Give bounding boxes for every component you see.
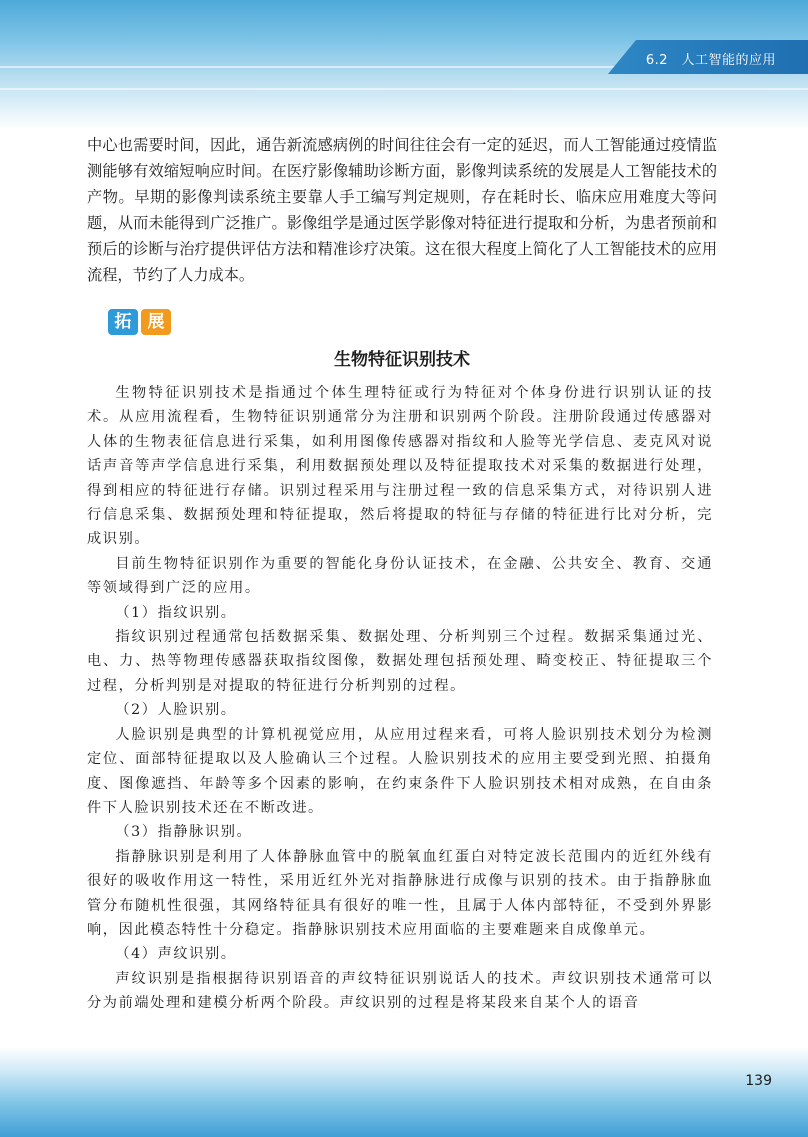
- paragraph: 指纹识别过程通常包括数据采集、数据处理、分析判别三个过程。数据采集通过光、电、力、热等物理传感器获取指纹图像，数据处理包括预处理、畸变校正、特征提取三个过程，分析判别是对提取的特征进行分析判别的过程。: [87, 629, 713, 694]
- page-number: 139: [745, 1073, 772, 1089]
- paragraph: 生物特征识别技术是指通过个体生理特征或行为特征对个体身份进行识别认证的技术。从应用流程看，生物特征识别通常分为注册和识别两个阶段。注册阶段通过传感器对人体的生物表征信息进行采集，如利用图像传感器对指纹和人脸等光学信息、麦克风对说话声音等声学信息进行采集，利用数据预处理以及特征提取技术对采集的数据进行处理，得到相应的特征进行存储。识别过程采用与注册过程一致的信息采集方式，对待识别人进行信息采集、数据预处理和特征提取，然后将提取的特征与存储的特征进行比对分析，完成识别。: [87, 385, 713, 548]
- header-stripe: [0, 88, 808, 90]
- subheading: （1）指纹识别。: [115, 604, 237, 621]
- footer-band: [0, 1047, 808, 1137]
- paragraph: 目前生物特征识别作为重要的智能化身份认证技术，在金融、公共安全、教育、交通等领域得到广泛的应用。: [87, 555, 713, 597]
- section-label: 6.2 人工智能的应用: [645, 53, 776, 68]
- extension-title: 生物特征识别技术: [334, 350, 470, 370]
- paragraph: 人脸识别是典型的计算机视觉应用，从应用过程来看，可将人脸识别技术划分为检测定位、面部特征提取以及人脸确认三个过程。人脸识别技术的应用主要受到光照、拍摄角度、图像遮挡、年龄等多个因素的影响，在约束条件下人脸识别技术相对成熟，在自由条件下人脸识别技术还在不断改进。: [87, 726, 713, 816]
- paragraph: 声纹识别是指根据待识别语音的声纹特征识别说话人的技术。声纹识别技术通常可以分为前端处理和建模分析两个阶段。声纹识别的过程是将某段来自某个人的语音: [87, 970, 713, 1012]
- header-band: [0, 0, 808, 130]
- subheading: （2）人脸识别。: [115, 702, 237, 719]
- subheading: （3）指静脉识别。: [115, 824, 253, 841]
- badge-char-2: 展: [141, 309, 171, 335]
- paragraph: 指静脉识别是利用了人体静脉血管中的脱氧血红蛋白对特定波长范围内的近红外线有很好的吸收作用这一特性，采用近红外光对指静脉进行成像与识别的技术。由于指静脉血管分布随机性很强，其网络特征具有很好的唯一性，且属于人体内部特征，不受到外界影响，因此模态特性十分稳定。指静脉识别技术应用面临的主要难题来自成像单元。: [87, 848, 713, 938]
- subheading: （4）声纹识别。: [115, 946, 237, 963]
- extension-badge: [108, 309, 171, 335]
- badge-char-1: 拓: [108, 309, 138, 335]
- extension-body: [87, 381, 713, 1016]
- intro-paragraph: 中心也需要时间，因此，通告新流感病例的时间往往会有一定的延迟，而人工智能通过疫情监测能够有效缩短响应时间。在医疗影像辅助诊断方面，影像判读系统的发展是人工智能技术的产物。早期的影像判读系统主要靠人手工编写判定规则，存在耗时长、临床应用难度大等问题，从而未能得到广泛推广。影像组学是通过医学影像对特征进行提取和分析，为患者预前和预后的诊断与治疗提供评估方法和精准诊疗决策。这在很大程度上简化了人工智能技术的应用流程，节约了人力成本。: [87, 136, 717, 284]
